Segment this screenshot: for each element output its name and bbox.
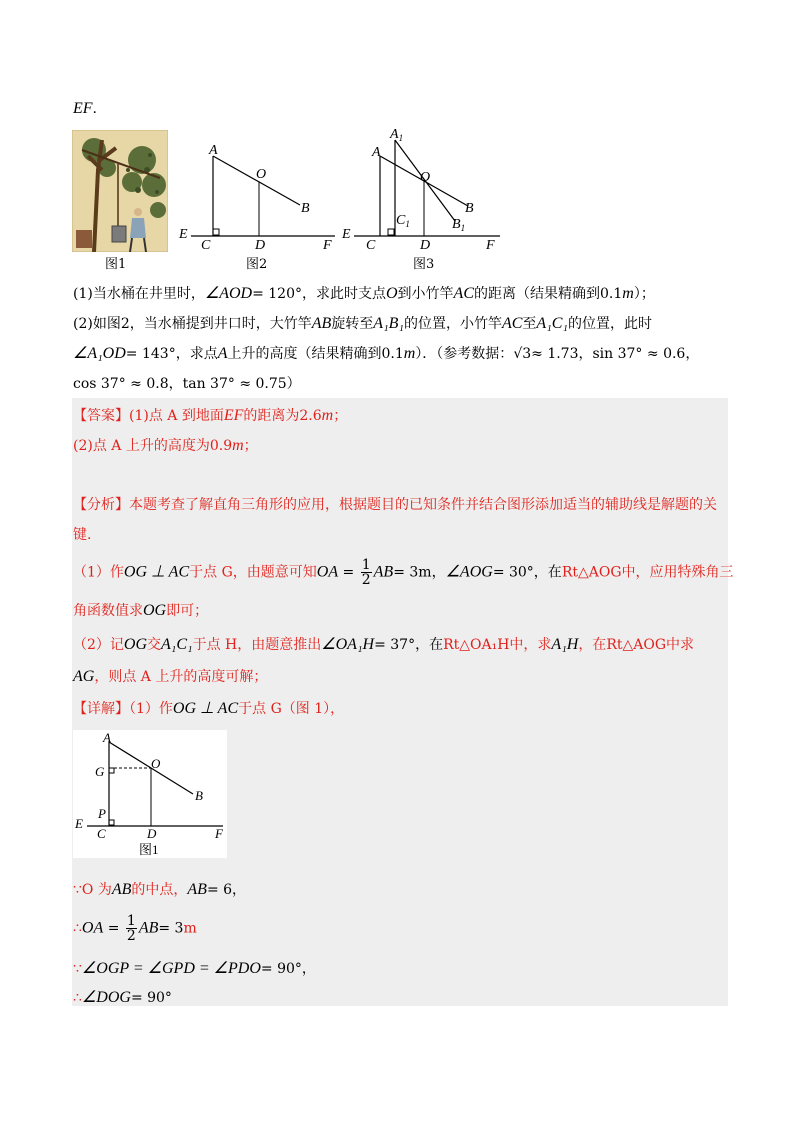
label-b1: $B_1$: [452, 217, 466, 233]
label-g: G: [95, 764, 105, 779]
label-o: O: [151, 756, 161, 771]
label-d: D: [147, 826, 157, 841]
detail-figure: [73, 730, 227, 858]
label-e: E: [75, 816, 83, 831]
analysis-step1: （1）作OG ⊥ AC于点 G，由题意可知OA = $\frac{1}{2}$ AB= 3m，∠AOG= 30°，在Rt△AOG中，应用特殊角三: [73, 557, 734, 588]
label-o: O: [420, 170, 431, 185]
label-c1: $C_1$: [396, 213, 410, 229]
label-a: A: [103, 730, 111, 745]
label-b: B: [465, 201, 474, 216]
detail-step3: ∵∠OGP = ∠GPD = ∠PDO= 90°，: [73, 960, 316, 977]
detail-fig-caption: 图1: [139, 842, 159, 857]
figure-3-diagram: [340, 126, 505, 252]
label-c: C: [201, 238, 211, 252]
label-a: A: [209, 143, 218, 158]
well-illustration: [72, 130, 168, 252]
question-2-line2: ∠A₁OD= 143°，求点A上升的高度（结果精确到0.1m）．（参考数据：√3≈ 1.73，sin 37° ≈ 0.6，: [73, 345, 700, 362]
figure-2-diagram: [175, 140, 345, 252]
label-e: E: [342, 227, 351, 242]
fraction-half: $\frac{1}{2}$: [361, 557, 371, 588]
fig1-caption: 图1: [105, 257, 127, 272]
label-c: C: [366, 238, 376, 252]
label-b: B: [195, 788, 203, 803]
fig3-caption: 图3: [413, 257, 435, 272]
analysis-line2: 键.: [73, 527, 92, 543]
label-b: B: [301, 201, 310, 216]
period: .: [92, 101, 97, 117]
detail-step4: ∴∠DOG= 90°: [73, 989, 172, 1006]
detail-step1: ∵O 为AB的中点，AB= 6，: [73, 881, 247, 898]
math-ef: EF: [73, 100, 93, 117]
question-2-line1: (2)如图2，当水桶提到井口时，大竹竿AB旋转至A₁B₁的位置，小竹竿AC至A₁C₁的位置，此时: [73, 315, 652, 332]
label-f: F: [486, 238, 495, 252]
fig2-caption: 图2: [246, 257, 268, 272]
detail-line1: 【详解】（1）作OG ⊥ AC于点 G（图 1），: [73, 700, 345, 717]
fraction-half: $\frac{1}{2}$: [126, 913, 136, 944]
analysis-step2-cont: AG，则点 A 上升的高度可解；: [73, 668, 268, 685]
detail-step2: ∴OA = $\frac{1}{2}$ AB= 3m: [73, 913, 197, 944]
question-1: (1)当水桶在井里时，∠AOD= 120°，求此时支点O到小竹竿AC的距离（结果精确到0.1m）；: [73, 285, 655, 302]
label-d: D: [255, 238, 266, 252]
label-f: F: [215, 826, 223, 841]
label-a1: $A_1$: [390, 127, 404, 143]
label-e: E: [179, 227, 188, 242]
label-c: C: [97, 826, 106, 841]
question-2-line3: cos 37° ≈ 0.8，tan 37° ≈ 0.75）: [73, 376, 301, 392]
label-d: D: [420, 238, 431, 252]
header-fragment: [73, 100, 97, 118]
label-p: P: [98, 806, 106, 821]
analysis-line1: 【分析】本题考查了解直角三角形的应用，根据题目的已知条件并结合图形添加适当的辅助线是解题的关: [73, 497, 717, 513]
analysis-step2: （2）记OG交A₁C₁于点 H，由题意推出∠OA₁H= 37°，在Rt△OA₁H中，求A₁H，在Rt△AOG中求: [73, 636, 695, 653]
analysis-step1-cont: 角函数值求OG即可；: [73, 602, 209, 619]
answer-line1: 【答案】(1)点 A 到地面EF的距离为2.6m；: [73, 407, 348, 424]
answer-line2: (2)点 A 上升的高度为0.9m；: [73, 437, 258, 454]
label-a: A: [372, 145, 381, 160]
label-o: O: [256, 167, 267, 182]
label-f: F: [323, 238, 332, 252]
